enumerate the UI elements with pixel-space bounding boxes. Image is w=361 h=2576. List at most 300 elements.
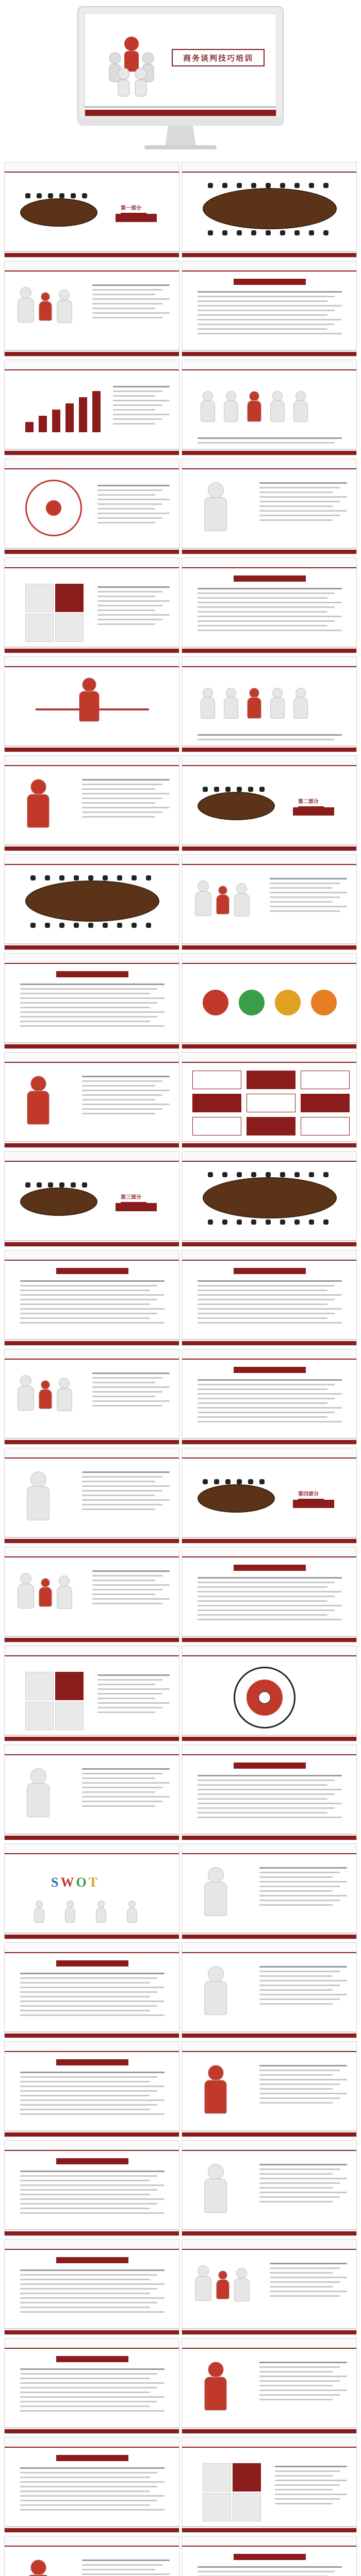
text-line bbox=[113, 414, 170, 415]
text-line bbox=[259, 2003, 333, 2005]
text-line bbox=[20, 2467, 165, 2469]
slide-footer-bar bbox=[182, 1143, 356, 1147]
text-line bbox=[275, 2498, 340, 2500]
text-line bbox=[270, 2272, 333, 2274]
slide-thumbnail[interactable] bbox=[182, 459, 357, 554]
figure-head bbox=[296, 391, 306, 401]
slide-thumbnail[interactable] bbox=[182, 1646, 357, 1741]
chair bbox=[132, 875, 137, 880]
slide-footer-bar bbox=[5, 1044, 179, 1048]
figure-head bbox=[30, 1768, 46, 1784]
slide-thumbnail[interactable] bbox=[182, 1250, 357, 1346]
slide-footer-bar bbox=[5, 748, 179, 752]
chair bbox=[214, 787, 219, 792]
slide-thumbnail[interactable] bbox=[4, 1052, 179, 1148]
text-line bbox=[82, 1113, 155, 1114]
figure-body bbox=[34, 1907, 44, 1923]
text-line bbox=[275, 2494, 347, 2495]
slide-footer-bar bbox=[182, 1836, 356, 1840]
text-line bbox=[20, 2014, 165, 2016]
text-line bbox=[259, 1890, 333, 1892]
text-line bbox=[198, 606, 335, 608]
text-line bbox=[259, 2083, 340, 2085]
chair bbox=[59, 193, 64, 198]
text-line bbox=[20, 1973, 165, 1974]
text-line bbox=[82, 788, 155, 790]
slide-thumbnail[interactable] bbox=[4, 2041, 179, 2137]
chair bbox=[294, 230, 300, 235]
slide-thumbnail[interactable] bbox=[4, 1942, 179, 2038]
text-line bbox=[20, 2081, 150, 2082]
slide-thumbnail[interactable] bbox=[4, 2140, 179, 2236]
text-line bbox=[259, 1876, 333, 1878]
text-line bbox=[20, 2288, 157, 2290]
puzzle-piece bbox=[233, 2493, 261, 2521]
figure-head bbox=[59, 290, 70, 300]
slide-thumbnail[interactable] bbox=[182, 261, 357, 357]
text-line bbox=[259, 2088, 333, 2090]
imac-foot bbox=[144, 145, 217, 149]
slide-thumbnail[interactable] bbox=[4, 557, 179, 653]
figure-head bbox=[226, 391, 236, 401]
figure-head bbox=[128, 1901, 136, 1908]
text-line bbox=[259, 482, 347, 484]
slide-thumbnail[interactable] bbox=[4, 2437, 179, 2533]
text-line bbox=[198, 1600, 327, 1602]
chair bbox=[237, 1172, 242, 1177]
text-line bbox=[198, 319, 342, 320]
text-line bbox=[20, 2090, 157, 2092]
text-line bbox=[275, 2489, 333, 2490]
slide-header-bar bbox=[5, 1943, 179, 1953]
slide-header-bar bbox=[182, 1448, 356, 1459]
text-line bbox=[198, 602, 342, 603]
slide-thumbnail[interactable] bbox=[4, 1744, 179, 1840]
figure-body bbox=[216, 2279, 229, 2299]
chair bbox=[248, 1479, 253, 1484]
chair bbox=[71, 1182, 76, 1188]
chair bbox=[251, 230, 256, 235]
chair bbox=[309, 183, 314, 188]
text-line bbox=[198, 442, 335, 444]
text-line bbox=[198, 1577, 342, 1579]
figure-head bbox=[249, 688, 259, 698]
text-line bbox=[97, 503, 162, 505]
slide-thumbnail[interactable] bbox=[182, 1547, 357, 1642]
slide-thumbnail[interactable] bbox=[4, 2239, 179, 2335]
figure-head bbox=[296, 688, 306, 698]
slide-footer-bar bbox=[5, 2132, 179, 2137]
text-line bbox=[82, 1805, 155, 1807]
slide-thumbnail[interactable] bbox=[182, 656, 357, 752]
text-line bbox=[259, 2164, 347, 2165]
figure-head bbox=[272, 391, 283, 401]
figure-head bbox=[41, 1380, 50, 1389]
text-line bbox=[198, 1313, 335, 1314]
title-chip bbox=[234, 2554, 306, 2560]
text-line bbox=[198, 1780, 335, 1781]
text-line bbox=[198, 1290, 327, 1291]
figure-head bbox=[208, 1867, 224, 1883]
text-line bbox=[20, 2373, 157, 2375]
figure-head bbox=[59, 1575, 70, 1586]
text-line bbox=[198, 2571, 335, 2572]
slide-thumbnail[interactable] bbox=[182, 1349, 357, 1445]
puzzle-piece bbox=[25, 1672, 54, 1700]
text-line bbox=[97, 614, 170, 616]
slide-header-bar bbox=[182, 954, 356, 964]
text-line bbox=[20, 1308, 165, 1310]
slide-thumbnail[interactable] bbox=[182, 2536, 357, 2576]
text-line bbox=[259, 1900, 340, 1901]
text-line bbox=[20, 2410, 165, 2412]
text-line bbox=[198, 588, 342, 589]
text-line bbox=[113, 409, 155, 411]
figure-head bbox=[208, 2065, 224, 2081]
slide-footer-bar bbox=[5, 1539, 179, 1543]
figure-body bbox=[247, 697, 261, 719]
chair bbox=[259, 787, 265, 792]
slide-header-bar bbox=[182, 1053, 356, 1063]
slide-footer-bar bbox=[182, 846, 356, 851]
text-line bbox=[92, 1570, 170, 1572]
title-chip bbox=[234, 1268, 306, 1274]
text-line bbox=[198, 1322, 342, 1324]
slide-footer-bar bbox=[5, 1638, 179, 1642]
slide-footer-bar bbox=[182, 451, 356, 455]
figure-body bbox=[195, 2276, 211, 2301]
slide-thumbnail[interactable] bbox=[4, 656, 179, 752]
fruit-icon bbox=[275, 990, 301, 1015]
slide-footer-bar bbox=[182, 550, 356, 554]
chair bbox=[222, 183, 227, 188]
slide-thumbnail[interactable] bbox=[182, 1843, 357, 1939]
text-line bbox=[82, 1773, 162, 1774]
text-line bbox=[275, 2503, 333, 2504]
chair bbox=[309, 1219, 314, 1225]
chair bbox=[132, 923, 137, 928]
slide-footer-bar bbox=[5, 846, 179, 851]
slide-header-bar bbox=[182, 2536, 356, 2547]
text-line bbox=[20, 2509, 165, 2511]
slide-thumbnail[interactable] bbox=[182, 2140, 357, 2236]
text-line bbox=[113, 404, 162, 406]
slide-header-bar bbox=[5, 1448, 179, 1459]
figure-body bbox=[247, 400, 261, 422]
slide-thumbnail[interactable] bbox=[4, 1547, 179, 1642]
text-line bbox=[97, 609, 155, 611]
slide-footer-bar bbox=[5, 2033, 179, 2038]
imac-stand bbox=[165, 126, 196, 146]
text-line bbox=[198, 1784, 327, 1786]
text-line bbox=[20, 2086, 165, 2087]
text-line bbox=[82, 1485, 170, 1487]
text-line bbox=[259, 2187, 333, 2189]
figure-head bbox=[203, 391, 213, 401]
slide-thumbnail[interactable] bbox=[182, 557, 357, 653]
text-line bbox=[275, 2480, 347, 2481]
text-line bbox=[198, 734, 342, 736]
chair bbox=[251, 1219, 256, 1225]
slide-thumbnail[interactable] bbox=[4, 1448, 179, 1544]
text-line bbox=[82, 811, 162, 813]
text-line bbox=[20, 2171, 165, 2172]
text-line bbox=[97, 508, 155, 510]
slide-footer-bar bbox=[5, 1935, 179, 1939]
text-line bbox=[270, 2295, 340, 2297]
info-box bbox=[247, 1071, 296, 1089]
text-line bbox=[198, 592, 335, 594]
chair bbox=[237, 230, 242, 235]
chair bbox=[25, 193, 30, 198]
slide-thumbnail[interactable] bbox=[182, 2338, 357, 2434]
slide-thumbnail[interactable] bbox=[182, 1448, 357, 1544]
figure-head bbox=[30, 1471, 46, 1487]
text-line bbox=[97, 1688, 170, 1690]
figure-head bbox=[20, 287, 31, 298]
text-line bbox=[20, 2005, 157, 2007]
slide-thumbnail[interactable] bbox=[4, 854, 179, 950]
slide-footer-bar bbox=[5, 1341, 179, 1345]
text-line bbox=[82, 1782, 170, 1784]
text-line bbox=[259, 2192, 347, 2193]
text-line bbox=[92, 298, 170, 300]
figure-head bbox=[20, 1573, 31, 1584]
slide-thumbnail[interactable] bbox=[4, 1646, 179, 1741]
text-line bbox=[20, 2212, 165, 2214]
fruit-icon bbox=[203, 990, 228, 1015]
text-line bbox=[20, 2104, 157, 2106]
swot-letter: S bbox=[51, 1875, 61, 1890]
text-line bbox=[270, 892, 347, 893]
section-label: 第二部分 bbox=[298, 797, 324, 807]
bar bbox=[65, 403, 74, 432]
figure-body bbox=[18, 1584, 34, 1608]
text-line bbox=[259, 501, 340, 502]
text-line bbox=[259, 505, 333, 507]
text-line bbox=[259, 1975, 333, 1977]
chair bbox=[251, 183, 256, 188]
cover-title: 商务谈判技巧培训 bbox=[183, 54, 253, 63]
chair bbox=[30, 875, 36, 880]
slide-thumbnail[interactable] bbox=[182, 755, 357, 851]
text-line bbox=[20, 2283, 165, 2285]
slide-thumbnail[interactable] bbox=[182, 1052, 357, 1148]
slide-header-bar bbox=[182, 657, 356, 667]
text-line bbox=[259, 2389, 347, 2391]
slide-thumbnail[interactable] bbox=[4, 2338, 179, 2434]
slide-footer-bar bbox=[182, 1341, 356, 1345]
text-line bbox=[97, 586, 170, 588]
text-line bbox=[198, 291, 342, 293]
slide-thumbnail[interactable] bbox=[4, 162, 179, 258]
figure-body bbox=[234, 893, 250, 917]
text-line bbox=[198, 310, 335, 311]
figure-body bbox=[27, 1783, 50, 1817]
cross-bar bbox=[36, 708, 149, 710]
title-chip bbox=[56, 2059, 128, 2065]
text-line bbox=[20, 2194, 150, 2195]
text-line bbox=[97, 1702, 170, 1704]
text-line bbox=[92, 289, 162, 291]
slide-thumbnail[interactable] bbox=[182, 360, 357, 455]
text-line bbox=[270, 2263, 347, 2264]
target-center bbox=[46, 500, 61, 516]
slide-header-bar bbox=[182, 2141, 356, 2151]
figure-head bbox=[218, 2270, 227, 2280]
figure-body bbox=[27, 1486, 50, 1520]
text-line bbox=[82, 1471, 170, 1473]
text-line bbox=[20, 984, 165, 985]
slide-thumbnail[interactable] bbox=[182, 162, 357, 258]
chair bbox=[45, 923, 50, 928]
text-line bbox=[20, 1280, 165, 1282]
title-chip bbox=[234, 575, 306, 582]
slide-thumbnail[interactable] bbox=[182, 1151, 357, 1247]
slide-footer-bar bbox=[5, 1440, 179, 1444]
figure-head bbox=[236, 2268, 247, 2279]
slide-footer-bar bbox=[182, 945, 356, 950]
figure-body bbox=[27, 1091, 50, 1125]
puzzle-piece bbox=[203, 2493, 231, 2521]
slide-thumbnail[interactable] bbox=[182, 854, 357, 950]
slide-thumbnail[interactable] bbox=[4, 1843, 179, 1939]
slide-thumbnail[interactable] bbox=[4, 953, 179, 1049]
text-line bbox=[275, 2466, 347, 2467]
chair bbox=[208, 230, 213, 235]
slide-thumbnail[interactable] bbox=[182, 2239, 357, 2335]
text-line bbox=[20, 2387, 157, 2388]
slide-footer-bar bbox=[182, 1638, 356, 1642]
chair bbox=[74, 875, 79, 880]
text-line bbox=[270, 2281, 340, 2283]
text-line bbox=[259, 2173, 333, 2175]
text-line bbox=[20, 2477, 150, 2478]
text-line bbox=[82, 2564, 162, 2566]
figure-head bbox=[30, 2560, 46, 2575]
slide-thumbnail[interactable] bbox=[4, 1151, 179, 1247]
imac-chin bbox=[77, 117, 282, 126]
chair bbox=[25, 1182, 30, 1188]
text-line bbox=[259, 2362, 347, 2363]
slide-thumbnail[interactable] bbox=[182, 1942, 357, 2038]
slide-thumbnail[interactable] bbox=[4, 2536, 179, 2576]
text-line bbox=[198, 1789, 342, 1790]
slide-footer-bar bbox=[182, 2330, 356, 2334]
slide-footer-bar bbox=[182, 1539, 356, 1543]
bar bbox=[79, 397, 87, 432]
slide-thumbnail[interactable] bbox=[182, 2041, 357, 2137]
text-line bbox=[92, 294, 155, 295]
slide-header-bar bbox=[5, 657, 179, 667]
text-line bbox=[198, 1803, 342, 1804]
slide-thumbnail[interactable] bbox=[4, 1250, 179, 1346]
text-line bbox=[259, 2380, 340, 2382]
text-line bbox=[20, 2378, 150, 2379]
figure-body bbox=[204, 2080, 227, 2114]
text-line bbox=[20, 1303, 150, 1305]
text-line bbox=[259, 1994, 347, 1995]
text-line bbox=[97, 1698, 155, 1699]
chair bbox=[280, 183, 285, 188]
text-line bbox=[198, 1591, 342, 1592]
text-line bbox=[259, 2074, 333, 2076]
text-line bbox=[198, 1775, 342, 1776]
text-line bbox=[82, 1490, 162, 1492]
text-line bbox=[97, 619, 162, 620]
text-line bbox=[20, 1299, 157, 1300]
slide-thumbnail[interactable] bbox=[4, 360, 179, 455]
slide-footer-bar bbox=[5, 1737, 179, 1741]
text-line bbox=[20, 1982, 150, 1984]
info-box bbox=[192, 1094, 241, 1112]
text-line bbox=[198, 625, 327, 626]
slide-header-bar bbox=[182, 261, 356, 272]
text-line bbox=[97, 1693, 162, 1694]
text-line bbox=[20, 2302, 157, 2303]
slide-header-bar bbox=[5, 1745, 179, 1755]
slide-thumbnail[interactable] bbox=[4, 755, 179, 851]
text-line bbox=[82, 2573, 170, 2575]
chair bbox=[214, 1479, 219, 1484]
chair bbox=[248, 787, 253, 792]
text-line bbox=[20, 1285, 157, 1286]
slide-footer-bar bbox=[5, 1143, 179, 1147]
title-chip bbox=[56, 2455, 128, 2461]
puzzle-piece bbox=[233, 2463, 261, 2492]
figure-head bbox=[67, 1901, 74, 1908]
text-line bbox=[97, 1684, 155, 1685]
text-line bbox=[198, 1619, 342, 1620]
chair bbox=[117, 923, 122, 928]
slide-header-bar bbox=[5, 2141, 179, 2151]
text-line bbox=[20, 2481, 165, 2483]
text-line bbox=[92, 1589, 162, 1590]
slide-footer-bar bbox=[5, 1242, 179, 1246]
title-chip bbox=[234, 1565, 306, 1571]
chair bbox=[203, 787, 208, 792]
text-line bbox=[82, 1080, 162, 1082]
text-line bbox=[198, 1379, 342, 1381]
chair bbox=[74, 923, 79, 928]
chair bbox=[323, 183, 329, 188]
figure-body bbox=[204, 2179, 227, 2213]
slide-thumbnail[interactable] bbox=[4, 261, 179, 357]
figure-body bbox=[18, 298, 34, 323]
slide-thumbnail[interactable] bbox=[182, 953, 357, 1049]
slide-thumbnail[interactable] bbox=[4, 459, 179, 554]
slide-thumbnail[interactable] bbox=[182, 1744, 357, 1840]
text-line bbox=[113, 423, 155, 425]
chair bbox=[208, 1219, 213, 1225]
text-line bbox=[113, 391, 162, 392]
chair bbox=[146, 875, 151, 880]
slide-thumbnail[interactable] bbox=[4, 1349, 179, 1445]
slide-thumbnail[interactable] bbox=[182, 2437, 357, 2533]
slide-header-bar bbox=[5, 1151, 179, 1162]
text-line bbox=[198, 1812, 327, 1814]
text-line bbox=[82, 1476, 162, 1478]
text-line bbox=[82, 1801, 162, 1802]
text-line bbox=[20, 1977, 157, 1979]
figure-head bbox=[218, 886, 227, 895]
chair bbox=[225, 1479, 231, 1484]
text-line bbox=[82, 816, 155, 818]
text-line bbox=[20, 2203, 157, 2205]
chair bbox=[280, 1172, 285, 1177]
text-line bbox=[198, 1798, 327, 1800]
text-line bbox=[270, 2291, 347, 2292]
